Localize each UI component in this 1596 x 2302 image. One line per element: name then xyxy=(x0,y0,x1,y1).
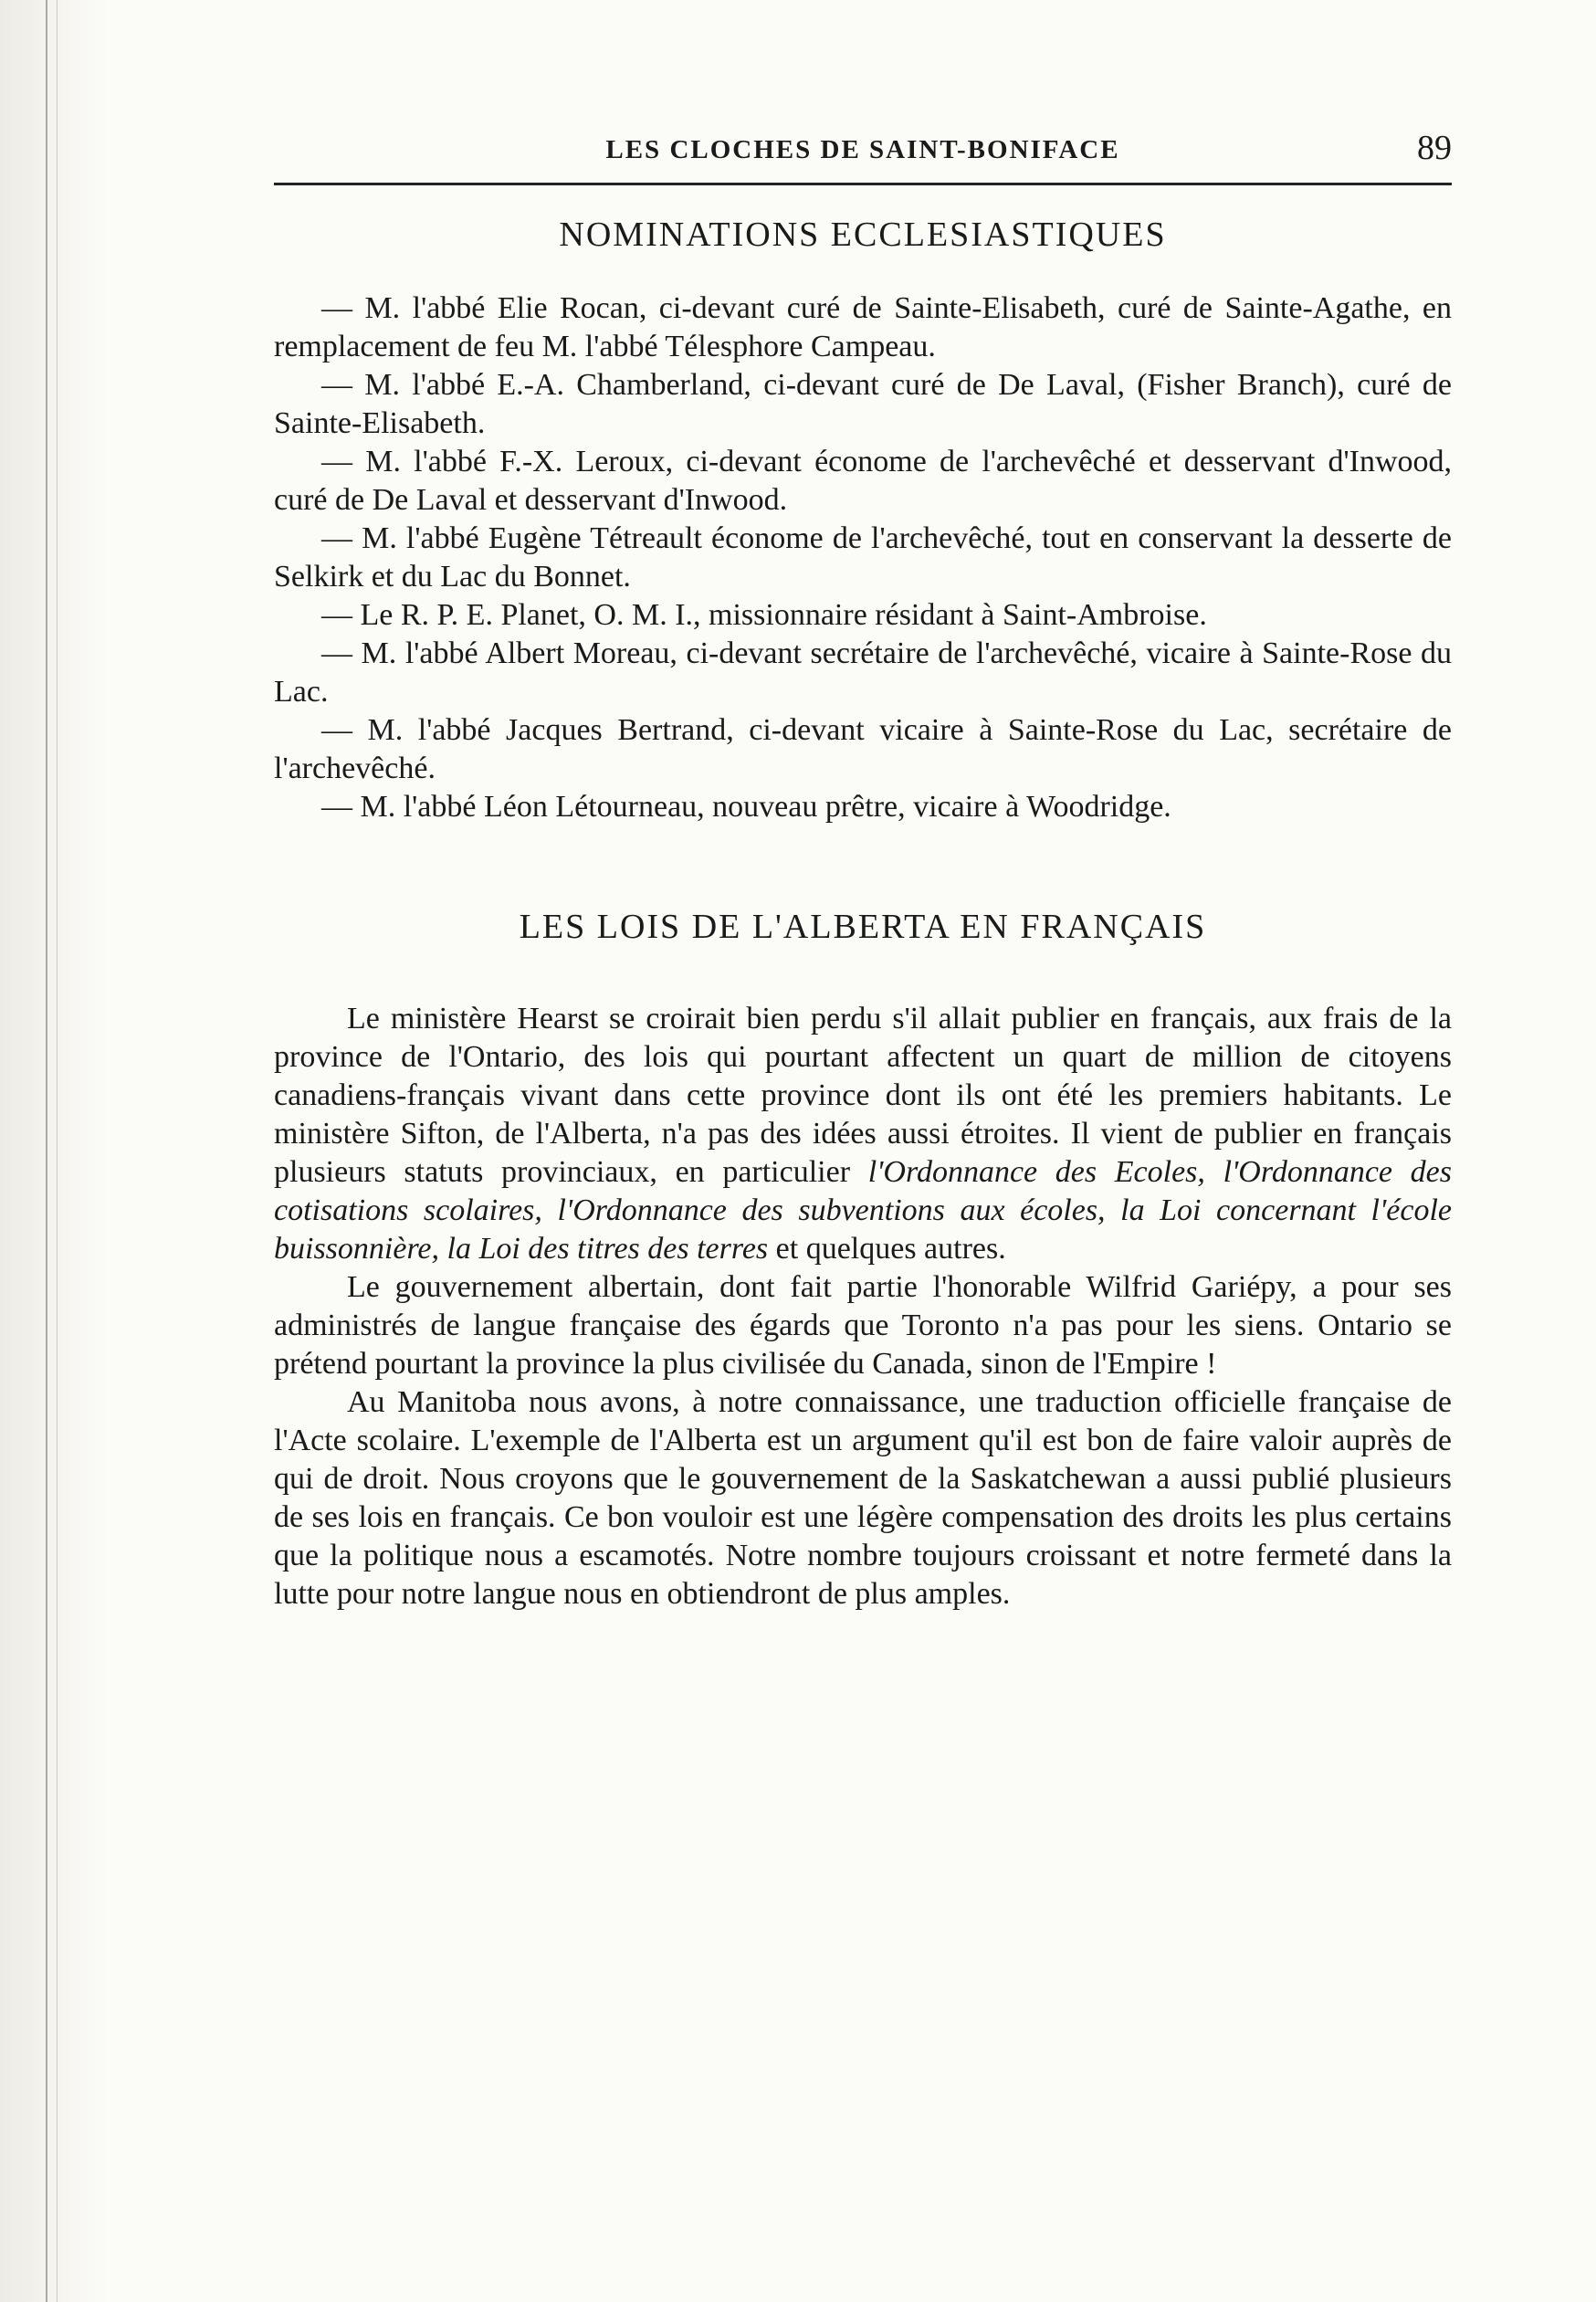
lois-paragraph-2: Le gouvernement albertain, dont fait partie l'honorable Wilfrid Gariépy, a pour ses administrés de langue française des égards que Toronto n'a pas pour les siens. Ontario se prétend pourtant la province la plus civilisée du Canada, sinon de l'Empire ! xyxy=(274,1270,1452,1381)
nomination-entry: — M. l'abbé Eugène Tétreault économe de l'archevêché, tout en conservant la desserte de Selkirk et du Lac du Bonnet. xyxy=(274,521,1452,594)
lois-paragraph-1-start: Le ministère Hearst se croirait bien perdu s'il allait publier en français, aux frais de la province de l'Ontario, des lois qui pourtant affectent un quart de million de citoyens canadiens-français vivant dans cette province dont ils ont été les premiers habitants. Le ministère Sifton, de l'Alberta, n'a pas des idées aussi étroites. Il vient de publier en français plusieurs statuts provinciaux, en particulier xyxy=(274,1002,1452,1189)
nomination-entry: — M. l'abbé F.-X. Leroux, ci-devant économe de l'archevêché et desservant d'Inwood, curé de De Laval et desservant d'Inwood. xyxy=(274,445,1452,517)
lois-paragraph-1-end: et quelques autres. xyxy=(768,1232,1006,1266)
nominations-heading: NOMINATIONS ECCLESIASTIQUES xyxy=(559,215,1167,254)
lois-alberta-heading: LES LOIS DE L'ALBERTA EN FRANÇAIS xyxy=(519,908,1207,946)
nomination-entry: — M. l'abbé Jacques Bertrand, ci-devant vicaire à Sainte-Rose du Lac, secrétaire de l'archevêché. xyxy=(274,713,1452,785)
book-page xyxy=(274,119,1452,1614)
statute-titles: l'Ordonnance des Ecoles, l'Ordonnance des cotisations scolaires, l'Ordonnance des subventions aux écoles, la Loi concernant l'école buissonnière, la Loi des titres des terres xyxy=(274,1155,1452,1266)
scan-binding-line xyxy=(46,0,47,2302)
nominations-section xyxy=(274,215,1452,826)
lois-paragraph-1 xyxy=(274,1000,1452,1268)
nomination-entry: — M. l'abbé Elie Rocan, ci-devant curé de Sainte-Elisabeth, curé de Sainte-Agathe, en remplacement de feu M. l'abbé Télesphore Campeau. xyxy=(274,291,1452,363)
scan-binding-edge xyxy=(0,0,110,2302)
running-header xyxy=(274,119,1452,185)
nomination-entry: — M. l'abbé Albert Moreau, ci-devant secrétaire de l'archevêché, vicaire à Sainte-Rose du Lac. xyxy=(274,636,1452,709)
nomination-entry: — Le R. P. E. Planet, O. M. I., missionnaire résidant à Saint-Ambroise. xyxy=(321,598,1207,632)
running-title: LES CLOCHES DE SAINT-BONIFACE xyxy=(605,135,1120,164)
scan-binding-line-secondary xyxy=(57,0,58,2302)
lois-paragraph-3: Au Manitoba nous avons, à notre connaissance, une traduction officielle française de l'Acte scolaire. L'exemple de l'Alberta est un argument qu'il est bon de faire valoir auprès de qui de droit. Nous croyons que le gouvernement de la Saskatchewan a aussi publié plusieurs de ses lois en français. Ce bon vouloir est une légère compensation des droits les plus certains que la politique nous a escamotés. Notre nombre toujours croissant et notre fermeté dans la lutte pour notre langue nous en obtiendront de plus amples. xyxy=(274,1385,1452,1611)
nomination-entry: — M. l'abbé E.-A. Chamberland, ci-devant curé de De Laval, (Fisher Branch), curé de Sainte-Elisabeth. xyxy=(274,368,1452,440)
nomination-entry: — M. l'abbé Léon Létourneau, nouveau prêtre, vicaire à Woodridge. xyxy=(321,790,1171,824)
lois-alberta-section xyxy=(274,907,1452,1614)
page-number: 89 xyxy=(1417,129,1452,167)
